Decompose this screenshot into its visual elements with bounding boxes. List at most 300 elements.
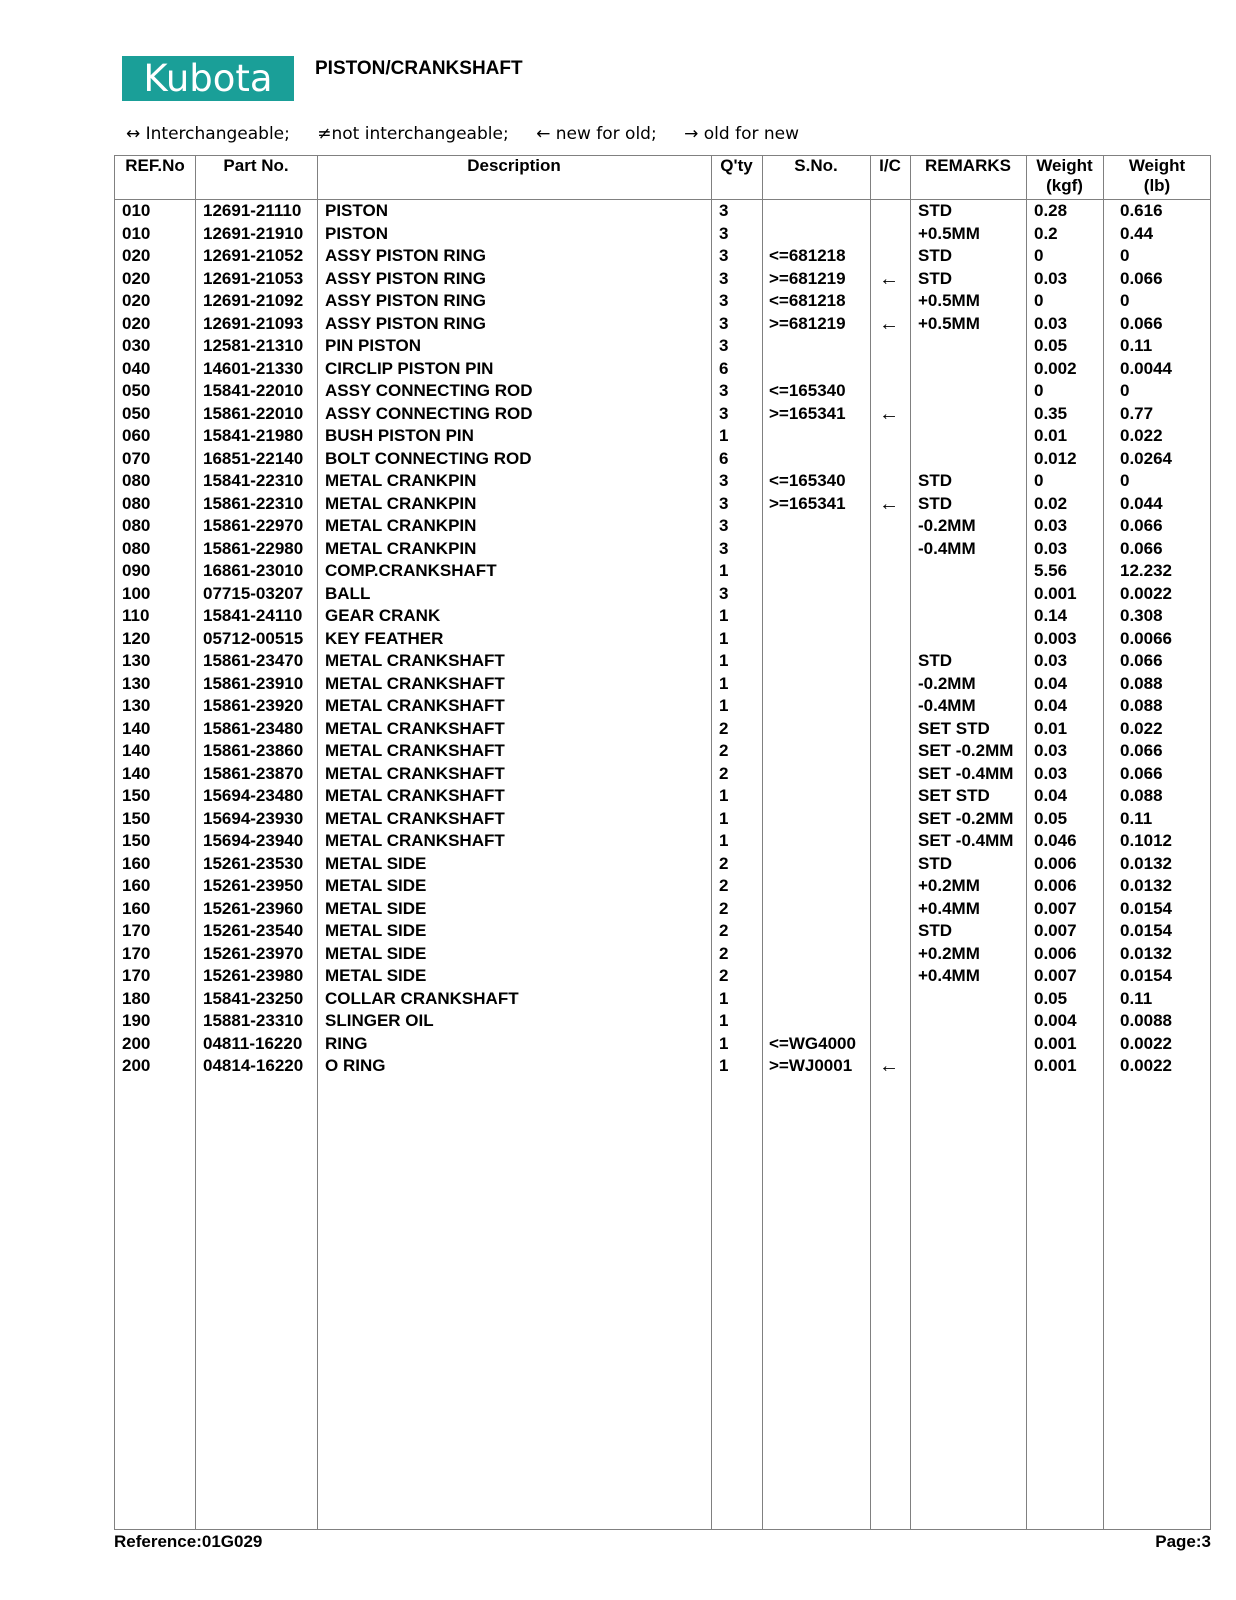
table-row bbox=[115, 988, 1210, 1011]
cell-weight-kgf: 0.02 bbox=[1034, 493, 1068, 513]
cell-qty: 3 bbox=[719, 246, 729, 265]
header-qty: Q'ty bbox=[720, 156, 753, 175]
cell-ref: 200 bbox=[122, 1033, 151, 1053]
cell-ic: ← bbox=[879, 267, 899, 290]
table-row bbox=[115, 1055, 1210, 1078]
cell-description: METAL SIDE bbox=[325, 966, 427, 985]
cell-weight-lb: 0.11 bbox=[1120, 336, 1153, 355]
cell-weight-lb: 0.0088 bbox=[1120, 1011, 1172, 1030]
header-description: Description bbox=[467, 156, 561, 175]
cell-description: ASSY PISTON RING bbox=[325, 268, 486, 288]
cell-qty: 3 bbox=[719, 381, 729, 400]
cell-weight-lb: 0.0132 bbox=[1120, 876, 1172, 895]
cell-serial: <=165340 bbox=[769, 381, 846, 400]
cell-ref: 030 bbox=[122, 336, 151, 355]
table-row bbox=[115, 290, 1210, 313]
cell-remarks: +0.4MM bbox=[918, 966, 980, 985]
cell-weight-kgf: 0.04 bbox=[1034, 673, 1068, 693]
cell-weight-kgf: 0.03 bbox=[1034, 313, 1068, 333]
cell-description: METAL CRANKSHAFT bbox=[325, 651, 505, 670]
cell-part-no: 15261-23970 bbox=[203, 943, 304, 963]
cell-description: GEAR CRANK bbox=[325, 606, 441, 625]
cell-part-no: 12691-21092 bbox=[203, 291, 304, 310]
cell-description: BOLT CONNECTING ROD bbox=[325, 448, 532, 468]
cell-description: SLINGER OIL bbox=[325, 1011, 434, 1030]
cell-remarks: STD bbox=[918, 493, 952, 513]
header-weight-kgf: Weight (kgf) bbox=[1036, 156, 1093, 195]
cell-weight-lb: 0.0022 bbox=[1120, 583, 1172, 603]
cell-weight-kgf: 0.03 bbox=[1034, 763, 1068, 783]
cell-weight-lb: 0.0022 bbox=[1120, 1056, 1172, 1075]
cell-weight-kgf: 0.001 bbox=[1034, 1056, 1077, 1075]
table-row bbox=[115, 470, 1210, 493]
table-row bbox=[115, 583, 1210, 606]
cell-description: ASSY PISTON RING bbox=[325, 313, 486, 333]
cell-ref: 010 bbox=[122, 223, 151, 243]
cell-remarks: SET -0.2MM bbox=[918, 741, 1014, 760]
table-row bbox=[115, 785, 1210, 808]
cell-ref: 170 bbox=[122, 921, 151, 940]
cell-weight-kgf: 0.006 bbox=[1034, 876, 1077, 895]
reference-code: Reference:01G029 bbox=[114, 1532, 263, 1551]
cell-weight-lb: 0.066 bbox=[1120, 268, 1163, 288]
cell-remarks: STD bbox=[918, 201, 952, 220]
cell-part-no: 15861-22010 bbox=[203, 403, 304, 423]
table-row bbox=[115, 628, 1210, 651]
cell-weight-lb: 0.0132 bbox=[1120, 943, 1172, 963]
cell-ref: 160 bbox=[122, 898, 151, 918]
cell-description: METAL CRANKSHAFT bbox=[325, 696, 505, 715]
cell-part-no: 07715-03207 bbox=[203, 583, 304, 603]
cell-ref: 080 bbox=[122, 538, 151, 558]
cell-weight-lb: 0.066 bbox=[1120, 763, 1163, 783]
cell-weight-lb: 0.44 bbox=[1120, 223, 1154, 243]
cell-qty: 2 bbox=[719, 943, 729, 963]
header-ic: I/C bbox=[879, 156, 901, 175]
cell-qty: 1 bbox=[719, 426, 729, 445]
cell-part-no: 15841-22310 bbox=[203, 471, 304, 490]
cell-weight-kgf: 0.03 bbox=[1034, 651, 1068, 670]
cell-remarks: +0.2MM bbox=[918, 876, 980, 895]
cell-remarks: SET -0.4MM bbox=[918, 763, 1014, 783]
cell-qty: 1 bbox=[719, 606, 729, 625]
table-row bbox=[115, 245, 1210, 268]
cell-part-no: 15861-22310 bbox=[203, 493, 304, 513]
cell-part-no: 04811-16220 bbox=[203, 1033, 303, 1053]
cell-weight-kgf: 0.046 bbox=[1034, 831, 1077, 850]
cell-weight-kgf: 0.012 bbox=[1034, 448, 1077, 468]
cell-serial: >=681219 bbox=[769, 313, 846, 333]
cell-qty: 1 bbox=[719, 1033, 729, 1053]
cell-description: ASSY CONNECTING ROD bbox=[325, 381, 533, 400]
cell-serial: <=165340 bbox=[769, 471, 846, 490]
cell-weight-lb: 0.0132 bbox=[1120, 853, 1172, 873]
cell-qty: 2 bbox=[719, 741, 729, 760]
cell-ref: 130 bbox=[122, 696, 151, 715]
cell-qty: 1 bbox=[719, 831, 729, 850]
cell-description: METAL CRANKSHAFT bbox=[325, 718, 505, 738]
cell-remarks: -0.2MM bbox=[918, 516, 976, 535]
cell-part-no: 15694-23480 bbox=[203, 786, 304, 805]
cell-weight-kgf: 0.007 bbox=[1034, 921, 1077, 940]
cell-description: PISTON bbox=[325, 223, 388, 243]
cell-qty: 3 bbox=[719, 223, 729, 243]
table-row bbox=[115, 965, 1210, 988]
cell-weight-kgf: 0 bbox=[1034, 471, 1044, 490]
cell-weight-lb: 0 bbox=[1120, 246, 1130, 265]
cell-ref: 060 bbox=[122, 426, 151, 445]
cell-description: METAL SIDE bbox=[325, 853, 427, 873]
cell-description: METAL CRANKSHAFT bbox=[325, 763, 505, 783]
cell-qty: 3 bbox=[719, 403, 729, 423]
cell-weight-lb: 0.11 bbox=[1120, 808, 1153, 828]
cell-remarks: +0.5MM bbox=[918, 223, 980, 243]
table-row bbox=[115, 740, 1210, 763]
cell-weight-kgf: 5.56 bbox=[1034, 561, 1068, 580]
legend-old-for-new: → old for new bbox=[684, 124, 800, 144]
cell-weight-lb: 0.044 bbox=[1120, 493, 1163, 513]
cell-weight-kgf: 0.2 bbox=[1034, 223, 1058, 243]
cell-part-no: 12691-21110 bbox=[203, 201, 302, 220]
cell-qty: 2 bbox=[719, 853, 729, 873]
cell-ref: 020 bbox=[122, 268, 151, 288]
cell-part-no: 15261-23530 bbox=[203, 853, 304, 873]
cell-weight-kgf: 0 bbox=[1034, 246, 1044, 265]
cell-part-no: 15841-24110 bbox=[203, 606, 303, 625]
cell-description: METAL SIDE bbox=[325, 921, 427, 940]
legend bbox=[126, 124, 821, 144]
table-row bbox=[115, 695, 1210, 718]
header-part-no: Part No. bbox=[223, 156, 289, 175]
cell-description: METAL CRANKSHAFT bbox=[325, 741, 505, 760]
cell-weight-kgf: 0.01 bbox=[1034, 426, 1068, 445]
cell-description: BALL bbox=[325, 583, 371, 603]
cell-part-no: 16851-22140 bbox=[203, 448, 304, 468]
table-row bbox=[115, 335, 1210, 358]
cell-remarks: STD bbox=[918, 651, 952, 670]
header-remarks: REMARKS bbox=[925, 156, 1011, 175]
cell-part-no: 14601-21330 bbox=[203, 358, 304, 378]
cell-weight-lb: 0.066 bbox=[1120, 516, 1163, 535]
cell-description: METAL SIDE bbox=[325, 876, 427, 895]
cell-weight-kgf: 0.03 bbox=[1034, 268, 1068, 288]
cell-weight-lb: 0.11 bbox=[1120, 988, 1153, 1008]
header-weight-lb: Weight (lb) bbox=[1128, 156, 1186, 195]
cell-weight-lb: 0.066 bbox=[1120, 651, 1163, 670]
cell-qty: 3 bbox=[719, 336, 729, 355]
cell-part-no: 15861-23870 bbox=[203, 763, 304, 783]
cell-qty: 2 bbox=[719, 898, 729, 918]
cell-remarks: STD bbox=[918, 471, 952, 490]
cell-description: METAL CRANKPIN bbox=[325, 471, 477, 490]
cell-part-no: 15261-23980 bbox=[203, 966, 304, 985]
cell-qty: 2 bbox=[719, 763, 729, 783]
cell-part-no: 12581-21310 bbox=[203, 336, 304, 355]
cell-qty: 3 bbox=[719, 471, 729, 490]
cell-serial: <=681218 bbox=[769, 246, 846, 265]
cell-qty: 2 bbox=[719, 966, 729, 985]
header-serial: S.No. bbox=[794, 156, 838, 175]
cell-ref: 130 bbox=[122, 651, 151, 670]
cell-remarks: -0.2MM bbox=[918, 673, 976, 693]
cell-weight-lb: 0.0022 bbox=[1120, 1033, 1172, 1053]
cell-description: PISTON bbox=[325, 201, 388, 220]
cell-ref: 130 bbox=[122, 673, 151, 693]
table-row bbox=[115, 875, 1210, 898]
cell-weight-kgf: 0.04 bbox=[1034, 786, 1068, 805]
cell-qty: 1 bbox=[719, 628, 729, 648]
cell-weight-kgf: 0.05 bbox=[1034, 988, 1068, 1008]
table-body bbox=[115, 200, 1210, 1078]
cell-description: ASSY PISTON RING bbox=[325, 291, 486, 310]
cell-part-no: 15841-22010 bbox=[203, 381, 304, 400]
table-row bbox=[115, 943, 1210, 966]
cell-ref: 180 bbox=[122, 988, 151, 1008]
cell-ref: 170 bbox=[122, 943, 151, 963]
cell-weight-lb: 0.0154 bbox=[1120, 966, 1172, 985]
cell-ref: 100 bbox=[122, 583, 151, 603]
cell-ref: 150 bbox=[122, 786, 151, 805]
cell-ref: 140 bbox=[122, 763, 151, 783]
cell-qty: 1 bbox=[719, 1056, 729, 1075]
cell-qty: 1 bbox=[719, 696, 729, 715]
cell-ic: ← bbox=[879, 312, 899, 335]
cell-description: METAL CRANKPIN bbox=[325, 493, 477, 513]
cell-part-no: 16861-23010 bbox=[203, 561, 304, 580]
table-row bbox=[115, 515, 1210, 538]
cell-weight-kgf: 0 bbox=[1034, 381, 1044, 400]
cell-qty: 2 bbox=[719, 876, 729, 895]
cell-description: ASSY PISTON RING bbox=[325, 246, 486, 265]
cell-weight-lb: 0.0044 bbox=[1120, 358, 1172, 378]
cell-weight-kgf: 0.04 bbox=[1034, 696, 1068, 715]
cell-description: CIRCLIP PISTON PIN bbox=[325, 358, 494, 378]
cell-weight-kgf: 0.35 bbox=[1034, 403, 1068, 423]
table-row bbox=[115, 223, 1210, 246]
cell-part-no: 15861-23910 bbox=[203, 673, 304, 693]
cell-weight-lb: 0.0264 bbox=[1120, 448, 1172, 468]
cell-weight-kgf: 0.14 bbox=[1034, 606, 1068, 625]
table-row bbox=[115, 268, 1210, 291]
cell-ref: 020 bbox=[122, 291, 151, 310]
cell-ref: 050 bbox=[122, 381, 151, 400]
cell-ref: 050 bbox=[122, 403, 151, 423]
cell-part-no: 15861-23470 bbox=[203, 651, 304, 670]
cell-ref: 160 bbox=[122, 876, 151, 895]
cell-ref: 080 bbox=[122, 493, 151, 513]
cell-weight-lb: 0.616 bbox=[1120, 201, 1163, 220]
page-title: PISTON/CRANKSHAFT bbox=[315, 58, 523, 79]
cell-qty: 1 bbox=[719, 673, 729, 693]
table-row bbox=[115, 200, 1210, 223]
table-row bbox=[115, 313, 1210, 336]
cell-weight-lb: 0.066 bbox=[1120, 313, 1163, 333]
cell-remarks: STD bbox=[918, 853, 952, 873]
cell-qty: 3 bbox=[719, 291, 729, 310]
cell-ic: ← bbox=[879, 492, 899, 515]
legend-interchangeable: ↔ Interchangeable; bbox=[126, 124, 290, 144]
cell-weight-lb: 0 bbox=[1120, 291, 1130, 310]
table-row bbox=[115, 560, 1210, 583]
cell-part-no: 15261-23960 bbox=[203, 898, 304, 918]
cell-part-no: 15841-23250 bbox=[203, 988, 304, 1008]
cell-weight-kgf: 0.03 bbox=[1034, 741, 1068, 760]
cell-remarks: +0.4MM bbox=[918, 898, 980, 918]
cell-ref: 020 bbox=[122, 246, 151, 265]
cell-qty: 1 bbox=[719, 808, 729, 828]
table-row bbox=[115, 538, 1210, 561]
cell-part-no: 15261-23540 bbox=[203, 921, 304, 940]
legend-new-for-old: ← new for old; bbox=[536, 124, 657, 144]
table-row bbox=[115, 650, 1210, 673]
cell-qty: 3 bbox=[719, 583, 729, 603]
cell-weight-kgf: 0.007 bbox=[1034, 966, 1077, 985]
cell-qty: 1 bbox=[719, 651, 729, 670]
cell-ref: 020 bbox=[122, 313, 151, 333]
cell-serial: >=165341 bbox=[769, 403, 846, 423]
cell-remarks: SET STD bbox=[918, 718, 990, 738]
table-row bbox=[115, 718, 1210, 741]
cell-weight-lb: 0.308 bbox=[1120, 606, 1163, 625]
cell-serial: <=WG4000 bbox=[769, 1033, 856, 1053]
cell-ref: 170 bbox=[122, 966, 151, 985]
cell-qty: 3 bbox=[719, 268, 729, 288]
cell-qty: 3 bbox=[719, 313, 729, 333]
cell-remarks: SET -0.4MM bbox=[918, 831, 1014, 850]
cell-weight-lb: 0.066 bbox=[1120, 741, 1163, 760]
cell-weight-kgf: 0.28 bbox=[1034, 201, 1068, 220]
cell-weight-kgf: 0.03 bbox=[1034, 538, 1068, 558]
table-row bbox=[115, 425, 1210, 448]
cell-qty: 3 bbox=[719, 493, 729, 513]
cell-qty: 3 bbox=[719, 516, 729, 535]
table-row bbox=[115, 448, 1210, 471]
table-row bbox=[115, 403, 1210, 426]
cell-description: COMP.CRANKSHAFT bbox=[325, 561, 497, 580]
cell-weight-kgf: 0.006 bbox=[1034, 943, 1077, 963]
cell-description: METAL CRANKPIN bbox=[325, 538, 477, 558]
cell-description: BUSH PISTON PIN bbox=[325, 426, 474, 445]
cell-part-no: 12691-21910 bbox=[203, 223, 304, 243]
cell-description: KEY FEATHER bbox=[325, 628, 444, 648]
cell-qty: 6 bbox=[719, 448, 729, 468]
cell-weight-kgf: 0.001 bbox=[1034, 1033, 1077, 1053]
cell-weight-kgf: 0.001 bbox=[1034, 583, 1077, 603]
cell-ref: 010 bbox=[122, 201, 151, 220]
cell-ref: 080 bbox=[122, 471, 151, 490]
cell-remarks: STD bbox=[918, 246, 952, 265]
cell-ref: 070 bbox=[122, 448, 151, 468]
cell-part-no: 15861-23920 bbox=[203, 696, 304, 715]
cell-serial: >=681219 bbox=[769, 268, 846, 288]
cell-description: RING bbox=[325, 1033, 368, 1053]
cell-weight-lb: 0 bbox=[1120, 381, 1130, 400]
cell-description: PIN PISTON bbox=[325, 336, 422, 355]
cell-qty: 2 bbox=[719, 921, 729, 940]
cell-qty: 1 bbox=[719, 988, 729, 1008]
cell-description: METAL CRANKPIN bbox=[325, 516, 477, 535]
cell-ref: 150 bbox=[122, 831, 151, 850]
cell-part-no: 15694-23940 bbox=[203, 831, 304, 850]
cell-remarks: SET STD bbox=[918, 786, 990, 805]
cell-ref: 160 bbox=[122, 853, 151, 873]
table-row bbox=[115, 493, 1210, 516]
cell-serial: <=681218 bbox=[769, 291, 846, 310]
cell-ref: 140 bbox=[122, 718, 151, 738]
cell-part-no: 05712-00515 bbox=[203, 628, 304, 648]
cell-part-no: 15261-23950 bbox=[203, 876, 304, 895]
table-row bbox=[115, 673, 1210, 696]
cell-part-no: 15861-23480 bbox=[203, 718, 304, 738]
cell-serial: >=165341 bbox=[769, 493, 846, 513]
cell-ref: 200 bbox=[122, 1056, 151, 1075]
cell-ref: 140 bbox=[122, 741, 151, 760]
cell-qty: 1 bbox=[719, 561, 729, 580]
table-row bbox=[115, 808, 1210, 831]
cell-description: METAL CRANKSHAFT bbox=[325, 786, 505, 805]
cell-ref: 040 bbox=[122, 358, 151, 378]
cell-qty: 6 bbox=[719, 358, 729, 378]
cell-part-no: 12691-21052 bbox=[203, 246, 304, 265]
cell-description: O RING bbox=[325, 1056, 386, 1075]
cell-part-no: 15861-23860 bbox=[203, 741, 304, 760]
cell-remarks: -0.4MM bbox=[918, 696, 976, 715]
cell-part-no: 12691-21093 bbox=[203, 313, 304, 333]
cell-weight-lb: 0.0066 bbox=[1120, 628, 1172, 648]
cell-ic: ← bbox=[879, 1055, 899, 1077]
header-ref: REF.No bbox=[125, 156, 185, 175]
cell-remarks: +0.2MM bbox=[918, 943, 980, 963]
cell-part-no: 15694-23930 bbox=[203, 808, 304, 828]
cell-weight-lb: 0.0154 bbox=[1120, 921, 1172, 940]
cell-weight-lb: 0.088 bbox=[1120, 786, 1163, 805]
cell-remarks: SET -0.2MM bbox=[918, 808, 1014, 828]
cell-weight-kgf: 0.05 bbox=[1034, 336, 1068, 355]
cell-description: METAL SIDE bbox=[325, 898, 427, 918]
cell-ref: 080 bbox=[122, 516, 151, 535]
cell-description: METAL CRANKSHAFT bbox=[325, 831, 505, 850]
table-row bbox=[115, 830, 1210, 853]
cell-weight-kgf: 0 bbox=[1034, 291, 1044, 310]
cell-weight-lb: 0.066 bbox=[1120, 538, 1163, 558]
cell-weight-lb: 0.022 bbox=[1120, 718, 1163, 738]
cell-weight-kgf: 0.01 bbox=[1034, 718, 1068, 738]
table-row bbox=[115, 763, 1210, 786]
cell-weight-lb: 12.232 bbox=[1120, 561, 1172, 580]
table-row bbox=[115, 853, 1210, 876]
cell-description: METAL CRANKSHAFT bbox=[325, 673, 505, 693]
parts-table bbox=[114, 155, 1211, 1530]
kubota-logo: Kubota bbox=[122, 56, 294, 101]
cell-weight-lb: 0.022 bbox=[1120, 426, 1163, 445]
cell-part-no: 04814-16220 bbox=[203, 1056, 304, 1075]
table-row bbox=[115, 1033, 1210, 1056]
cell-weight-lb: 0.088 bbox=[1120, 696, 1163, 715]
page-number: Page:3 bbox=[1155, 1532, 1211, 1551]
cell-weight-lb: 0 bbox=[1120, 471, 1130, 490]
cell-remarks: -0.4MM bbox=[918, 538, 976, 558]
table-row bbox=[115, 920, 1210, 943]
table-row bbox=[115, 605, 1210, 628]
cell-weight-kgf: 0.004 bbox=[1034, 1011, 1077, 1030]
cell-part-no: 15881-23310 bbox=[203, 1011, 304, 1030]
cell-qty: 1 bbox=[719, 1011, 729, 1030]
cell-weight-lb: 0.088 bbox=[1120, 673, 1163, 693]
cell-remarks: +0.5MM bbox=[918, 313, 980, 333]
cell-weight-kgf: 0.05 bbox=[1034, 808, 1068, 828]
cell-part-no: 12691-21053 bbox=[203, 268, 304, 288]
cell-ic: ← bbox=[879, 402, 899, 425]
